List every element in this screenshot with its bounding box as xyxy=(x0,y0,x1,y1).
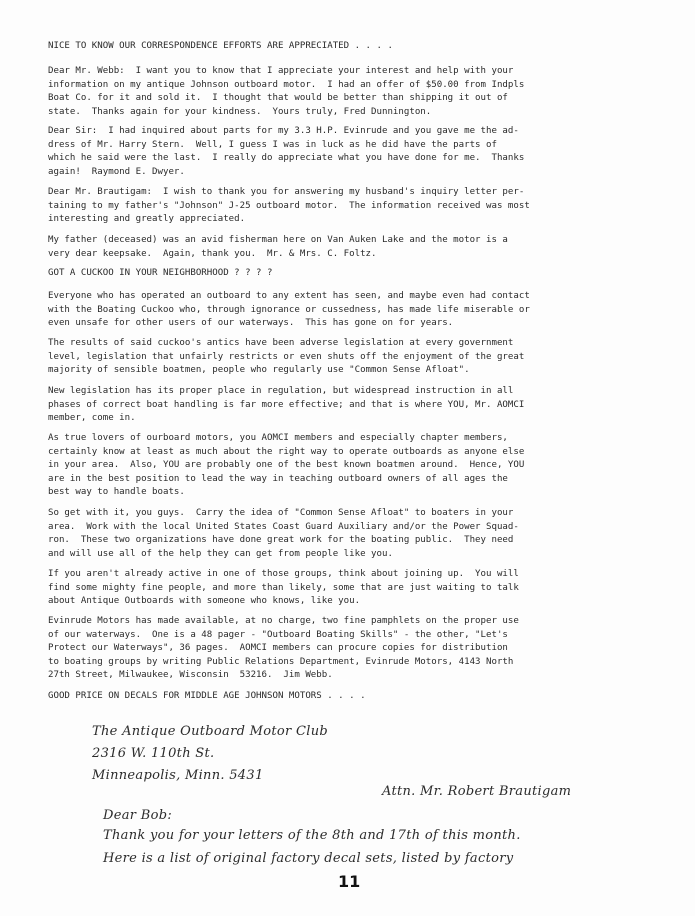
text-line: Dear Mr. Webb: I want you to know that I appreciate your interest and help with your xyxy=(48,66,514,76)
handwritten-line: Attn. Mr. Robert Brautigam xyxy=(382,784,572,799)
paragraph xyxy=(48,337,648,378)
paragraph xyxy=(48,385,648,426)
text-line: GOOD PRICE ON DECALS FOR MIDDLE AGE JOHNSON MOTORS . . . . xyxy=(48,691,366,701)
text-line: The results of said cuckoo's antics have been adverse legislation at every government xyxy=(48,338,514,348)
text-line: level, legislation that unfairly restricts or even shuts off the enjoyment of the great xyxy=(48,351,525,362)
paragraph xyxy=(48,507,648,561)
text-line: in your area. Also, YOU are probably one of the best known boatmen around. Hence, YOU xyxy=(48,460,525,471)
text-line: If you aren't already active in one of those groups, think about joining up. You will xyxy=(48,569,519,579)
text-line: and will use all of the help they can get from people like you. xyxy=(48,548,393,559)
handwritten-line: Dear Bob: xyxy=(103,808,172,823)
text-line: of our waterways. One is a 48 pager - "Outboard Boating Skills" - the other, "Let's xyxy=(48,629,508,640)
text-line: which he said were the last. I really do appreciate what you have done for me. Thanks xyxy=(48,153,525,164)
text-line: Dear Mr. Brautigam: I wish to thank you for answering my husband's inquiry letter per- xyxy=(48,187,525,197)
text-line: best way to handle boats. xyxy=(48,487,185,498)
text-line: New legislation has its proper place in regulation, but widespread instruction in all xyxy=(48,386,514,396)
text-line: GOT A CUCKOO IN YOUR NEIGHBORHOOD ? ? ? ? xyxy=(48,268,273,278)
paragraph xyxy=(48,568,648,609)
handwritten-line: 2316 W. 110th St. xyxy=(92,746,215,761)
text-line: Evinrude Motors has made available, at no charge, two fine pamphlets on the proper use xyxy=(48,616,519,626)
paragraph xyxy=(48,432,648,500)
text-line: information on my antique Johnson outboard motor. I had an offer of $50.00 from Indpls xyxy=(48,79,525,90)
paragraph xyxy=(48,186,648,227)
text-line: are in the best position to lead the way in teaching outboard owners of all ages the xyxy=(48,473,508,484)
text-line: 27th Street, Milwaukee, Wisconsin 53216. Jim Webb. xyxy=(48,670,333,681)
text-line: Everyone who has operated an outboard to any extent has seen, and maybe even had contact xyxy=(48,291,530,301)
text-line: very dear keepsake. Again, thank you. Mr. & Mrs. C. Foltz. xyxy=(48,248,377,259)
text-line: dress of Mr. Harry Stern. Well, I guess I was in luck as he did have the parts of xyxy=(48,139,497,150)
text-line: find some mighty fine people, and more than likely, some that are just waiting to talk xyxy=(48,582,519,593)
handwritten-line: Minneapolis, Minn. 5431 xyxy=(92,768,264,783)
text-line: phases of correct boat handling is far more effective; and that is where YOU, Mr. AOMCI xyxy=(48,399,525,410)
paragraph xyxy=(48,615,648,683)
text-line: even unsafe for other users of our waterways. This has gone on for years. xyxy=(48,318,454,329)
text-line: taining to my father's "Johnson" J-25 outboard motor. The information received was most xyxy=(48,200,530,211)
text-line: to boating groups by writing Public Relations Department, Evinrude Motors, 4143 North xyxy=(48,656,514,667)
handwritten-line: Here is a list of original factory decal sets, listed by factory xyxy=(103,851,514,866)
text-line: Dear Sir: I had inquired about parts for my 3.3 H.P. Evinrude and you gave me the ad- xyxy=(48,126,519,136)
text-line: My father (deceased) was an avid fisherman here on Van Auken Lake and the motor is a xyxy=(48,235,508,245)
handwritten-line: The Antique Outboard Motor Club xyxy=(92,724,328,739)
paragraph xyxy=(48,125,648,179)
paragraph xyxy=(48,267,648,281)
text-line: Boat Co. for it and sold it. I thought that would be better than shipping it out of xyxy=(48,93,508,104)
paragraph xyxy=(48,690,648,704)
text-line: again! Raymond E. Dwyer. xyxy=(48,166,185,177)
text-line: state. Thanks again for your kindness. Yours truly, Fred Dunnington. xyxy=(48,106,432,117)
text-line: with the Boating Cuckoo who, through ignorance or cussedness, has made life miserable or xyxy=(48,304,530,315)
text-line: Protect our Waterways", 36 pages. AOMCI members can procure copies for distribution xyxy=(48,643,508,654)
paragraph xyxy=(48,65,648,119)
text-line: So get with it, you guys. Carry the idea of "Common Sense Afloat" to boaters in your xyxy=(48,508,514,518)
handwritten-line: Thank you for your letters of the 8th and 17th of this month. xyxy=(103,828,521,843)
text-line: majority of sensible boatmen, people who regularly use "Common Sense Afloat". xyxy=(48,365,470,376)
text-line: about Antique Outboards with someone who knows, like you. xyxy=(48,596,361,607)
text-line: certainly know at least as much about the right way to operate outboards as anyone else xyxy=(48,446,525,457)
text-line: As true lovers of ourboard motors, you AOMCI members and especially chapter members, xyxy=(48,433,508,443)
text-line: ron. These two organizations have done great work for the boating public. They need xyxy=(48,535,514,546)
text-line: interesting and greatly appreciated. xyxy=(48,214,246,225)
paragraph xyxy=(48,290,648,331)
text-line: member, come in. xyxy=(48,413,136,424)
paragraph xyxy=(48,40,648,54)
page-number: 11 xyxy=(338,872,361,891)
paragraph xyxy=(48,234,648,261)
text-line: area. Work with the local United States Coast Guard Auxiliary and/or the Power Squad- xyxy=(48,521,519,532)
text-line: NICE TO KNOW OUR CORRESPONDENCE EFFORTS ARE APPRECIATED . . . . xyxy=(48,41,393,51)
